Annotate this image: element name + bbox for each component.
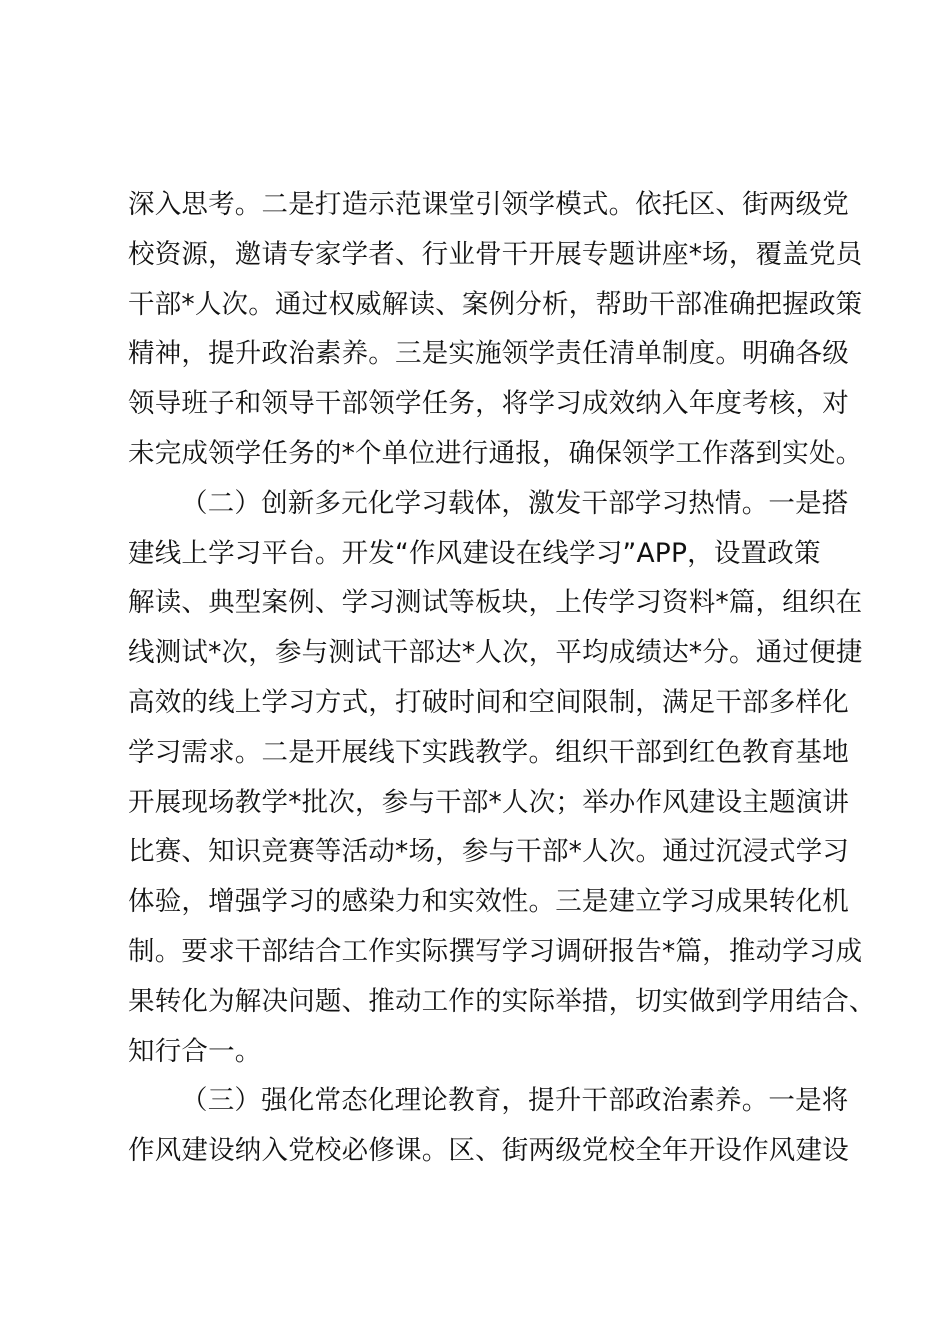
text-line: 比赛、知识竞赛等活动*场，参与干部*人次。通过沉浸式学习 bbox=[128, 836, 850, 868]
text-line: 校资源，邀请专家学者、行业骨干开展专题讲座*场，覆盖党员 bbox=[128, 238, 863, 270]
section-heading-line: （三）强化常态化理论教育，提升干部政治素养。一是将 bbox=[181, 1085, 849, 1117]
text-line: 高效的线上学习方式，打破时间和空间限制，满足干部多样化 bbox=[128, 686, 849, 718]
text-line: 精神，提升政治素养。三是实施领学责任清单制度。明确各级 bbox=[128, 338, 849, 370]
text-line: 作风建设纳入党校必修课。区、街两级党校全年开设作风建设 bbox=[128, 1135, 849, 1167]
text-line: 果转化为解决问题、推动工作的实际举措，切实做到学用结合、 bbox=[128, 985, 876, 1017]
text-line: 知行合一。 bbox=[128, 1035, 262, 1067]
text-line: 学习需求。二是开展线下实践教学。组织干部到红色教育基地 bbox=[128, 736, 849, 768]
text-line: 深入思考。二是打造示范课堂引领学模式。依托区、街两级党 bbox=[128, 189, 849, 220]
text-line: 线测试*次，参与测试干部达*人次，平均成绩达*分。通过便捷 bbox=[128, 637, 863, 669]
text-line: 解读、典型案例、学习测试等板块，上传学习资料*篇，组织在 bbox=[128, 587, 863, 619]
body-text bbox=[128, 180, 876, 1176]
text-line: 开展现场教学*批次，参与干部*人次；举办作风建设主题演讲 bbox=[128, 786, 850, 818]
text-line: 未完成领学任务的*个单位进行通报，确保领学工作落到实处。 bbox=[128, 437, 863, 469]
text-line: 制。要求干部结合工作实际撰写学习调研报告*篇，推动学习成 bbox=[128, 935, 863, 967]
section-heading-line: （二）创新多元化学习载体，激发干部学习热情。一是搭 bbox=[181, 487, 849, 519]
text-line: 干部*人次。通过权威解读、案例分析，帮助干部准确把握政策 bbox=[128, 288, 863, 320]
text-line: 体验，增强学习的感染力和实效性。三是建立学习成果转化机 bbox=[128, 886, 849, 918]
text-line: 建线上学习平台。开发“作风建设在线学习”APP，设置政策 bbox=[128, 537, 821, 569]
text-line: 领导班子和领导干部领学任务，将学习成效纳入年度考核，对 bbox=[128, 388, 849, 420]
